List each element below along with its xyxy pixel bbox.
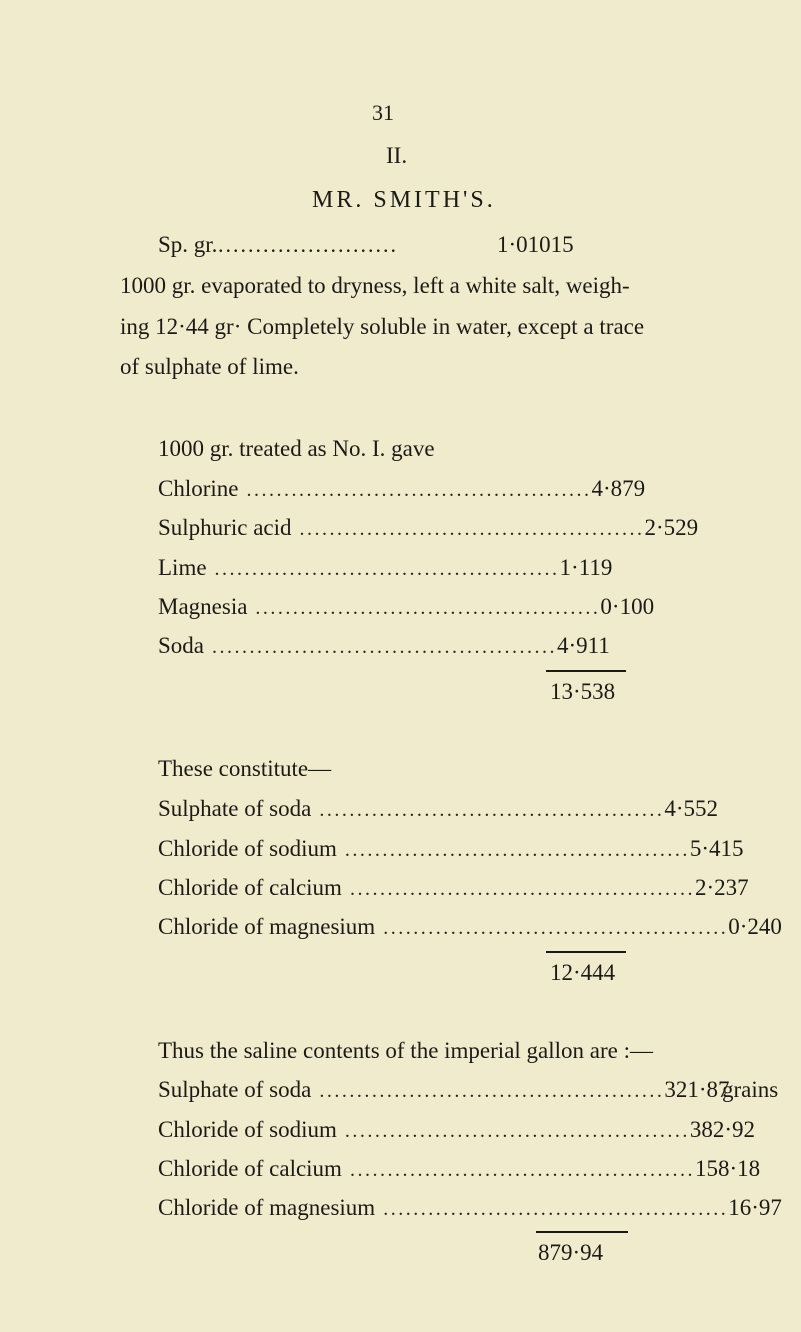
table-row (158, 1156, 761, 1186)
gallon-intro: Thus the saline contents of the imperial gallon are :— (158, 1038, 653, 1063)
row-value: 4·552 (664, 796, 718, 821)
paragraph-line-1: 1000 gr. evaporated to dryness, left a white salt, weigh- (120, 273, 630, 298)
row-label: Lime (158, 555, 207, 580)
row-value: 5·415 (689, 836, 744, 861)
dot-leader: .............................................. (383, 1198, 729, 1220)
row-label: Chloride of sodium (158, 1117, 337, 1142)
table-row (158, 796, 718, 826)
dot-leader: .............................................. (383, 917, 729, 939)
dot-leader: .............................................. (319, 1080, 665, 1102)
row-label: Chloride of magnesium (158, 914, 376, 939)
dot-leader: .............................................. (212, 636, 557, 658)
dot-leader: .............................................. (319, 799, 665, 821)
table-row (158, 1195, 782, 1225)
analysis-intro: 1000 gr. treated as No. I. gave (158, 436, 435, 461)
dot-leader: .............................................. (246, 479, 592, 501)
row-label: Chloride of sodium (158, 836, 337, 861)
page-title: MR. SMITH'S. (312, 187, 496, 213)
row-value: 0·240 (728, 914, 782, 939)
dot-leader: .............................................. (255, 597, 601, 619)
dot-leader: .............................................. (214, 558, 560, 580)
row-label: Sulphate of soda (158, 1077, 312, 1102)
paragraph-line-2: ing 12·44 gr· Completely soluble in water, except a trace (120, 314, 645, 339)
row-value: 1·119 (559, 555, 613, 580)
sum-rule (546, 951, 626, 953)
dot-leader: .............................................. (349, 1159, 695, 1181)
row-label: Magnesia (158, 594, 248, 619)
table-row (158, 836, 744, 866)
row-label: Chloride of calcium (158, 1156, 342, 1181)
dot-leader: .............................................. (299, 518, 645, 540)
row-value: 0·100 (600, 594, 655, 619)
paragraph-line-3: of sulphate of lime. (120, 354, 299, 379)
specific-gravity-value: 1·01015 (497, 232, 574, 257)
table-row (158, 1117, 756, 1147)
table-row (158, 515, 699, 545)
sum-rule (546, 670, 626, 672)
row-value: 2·529 (644, 515, 699, 540)
row-label: Chloride of magnesium (158, 1195, 376, 1220)
row-value: 4·911 (557, 633, 610, 658)
gallon-total: 879·94 (538, 1240, 604, 1265)
constitute-total: 12·444 (550, 960, 616, 985)
row-label: Sulphuric acid (158, 515, 292, 540)
dot-leader: .............................................. (349, 878, 695, 900)
sum-rule (536, 1231, 628, 1233)
dot-leader: .............................................. (344, 839, 690, 861)
row-value: 321·87 (664, 1077, 730, 1102)
table-row (158, 875, 749, 905)
constitute-intro: These constitute— (158, 756, 332, 781)
row-label: Chlorine (158, 476, 239, 501)
table-row (158, 555, 640, 585)
table-row (158, 594, 655, 624)
row-value: 158·18 (694, 1156, 761, 1181)
section-number: II. (386, 143, 408, 168)
specific-gravity-label: Sp. gr. (158, 232, 218, 257)
table-row (158, 476, 646, 506)
row-label: Soda (158, 633, 204, 658)
dot-leader: .............................................. (344, 1120, 690, 1142)
table-row (158, 633, 640, 663)
row-value: 2·237 (694, 875, 749, 900)
specific-gravity-leader: ........................ (218, 232, 398, 257)
page-number: 31 (372, 100, 394, 125)
table-row (158, 914, 782, 944)
row-value: 382·92 (689, 1117, 756, 1142)
row-value: 16·97 (728, 1195, 782, 1220)
row-value: 4·879 (591, 476, 646, 501)
table-row (158, 1077, 779, 1107)
analysis-total: 13·538 (550, 679, 616, 704)
row-label: Sulphate of soda (158, 796, 312, 821)
unit-label: grains (722, 1077, 779, 1102)
row-label: Chloride of calcium (158, 875, 342, 900)
